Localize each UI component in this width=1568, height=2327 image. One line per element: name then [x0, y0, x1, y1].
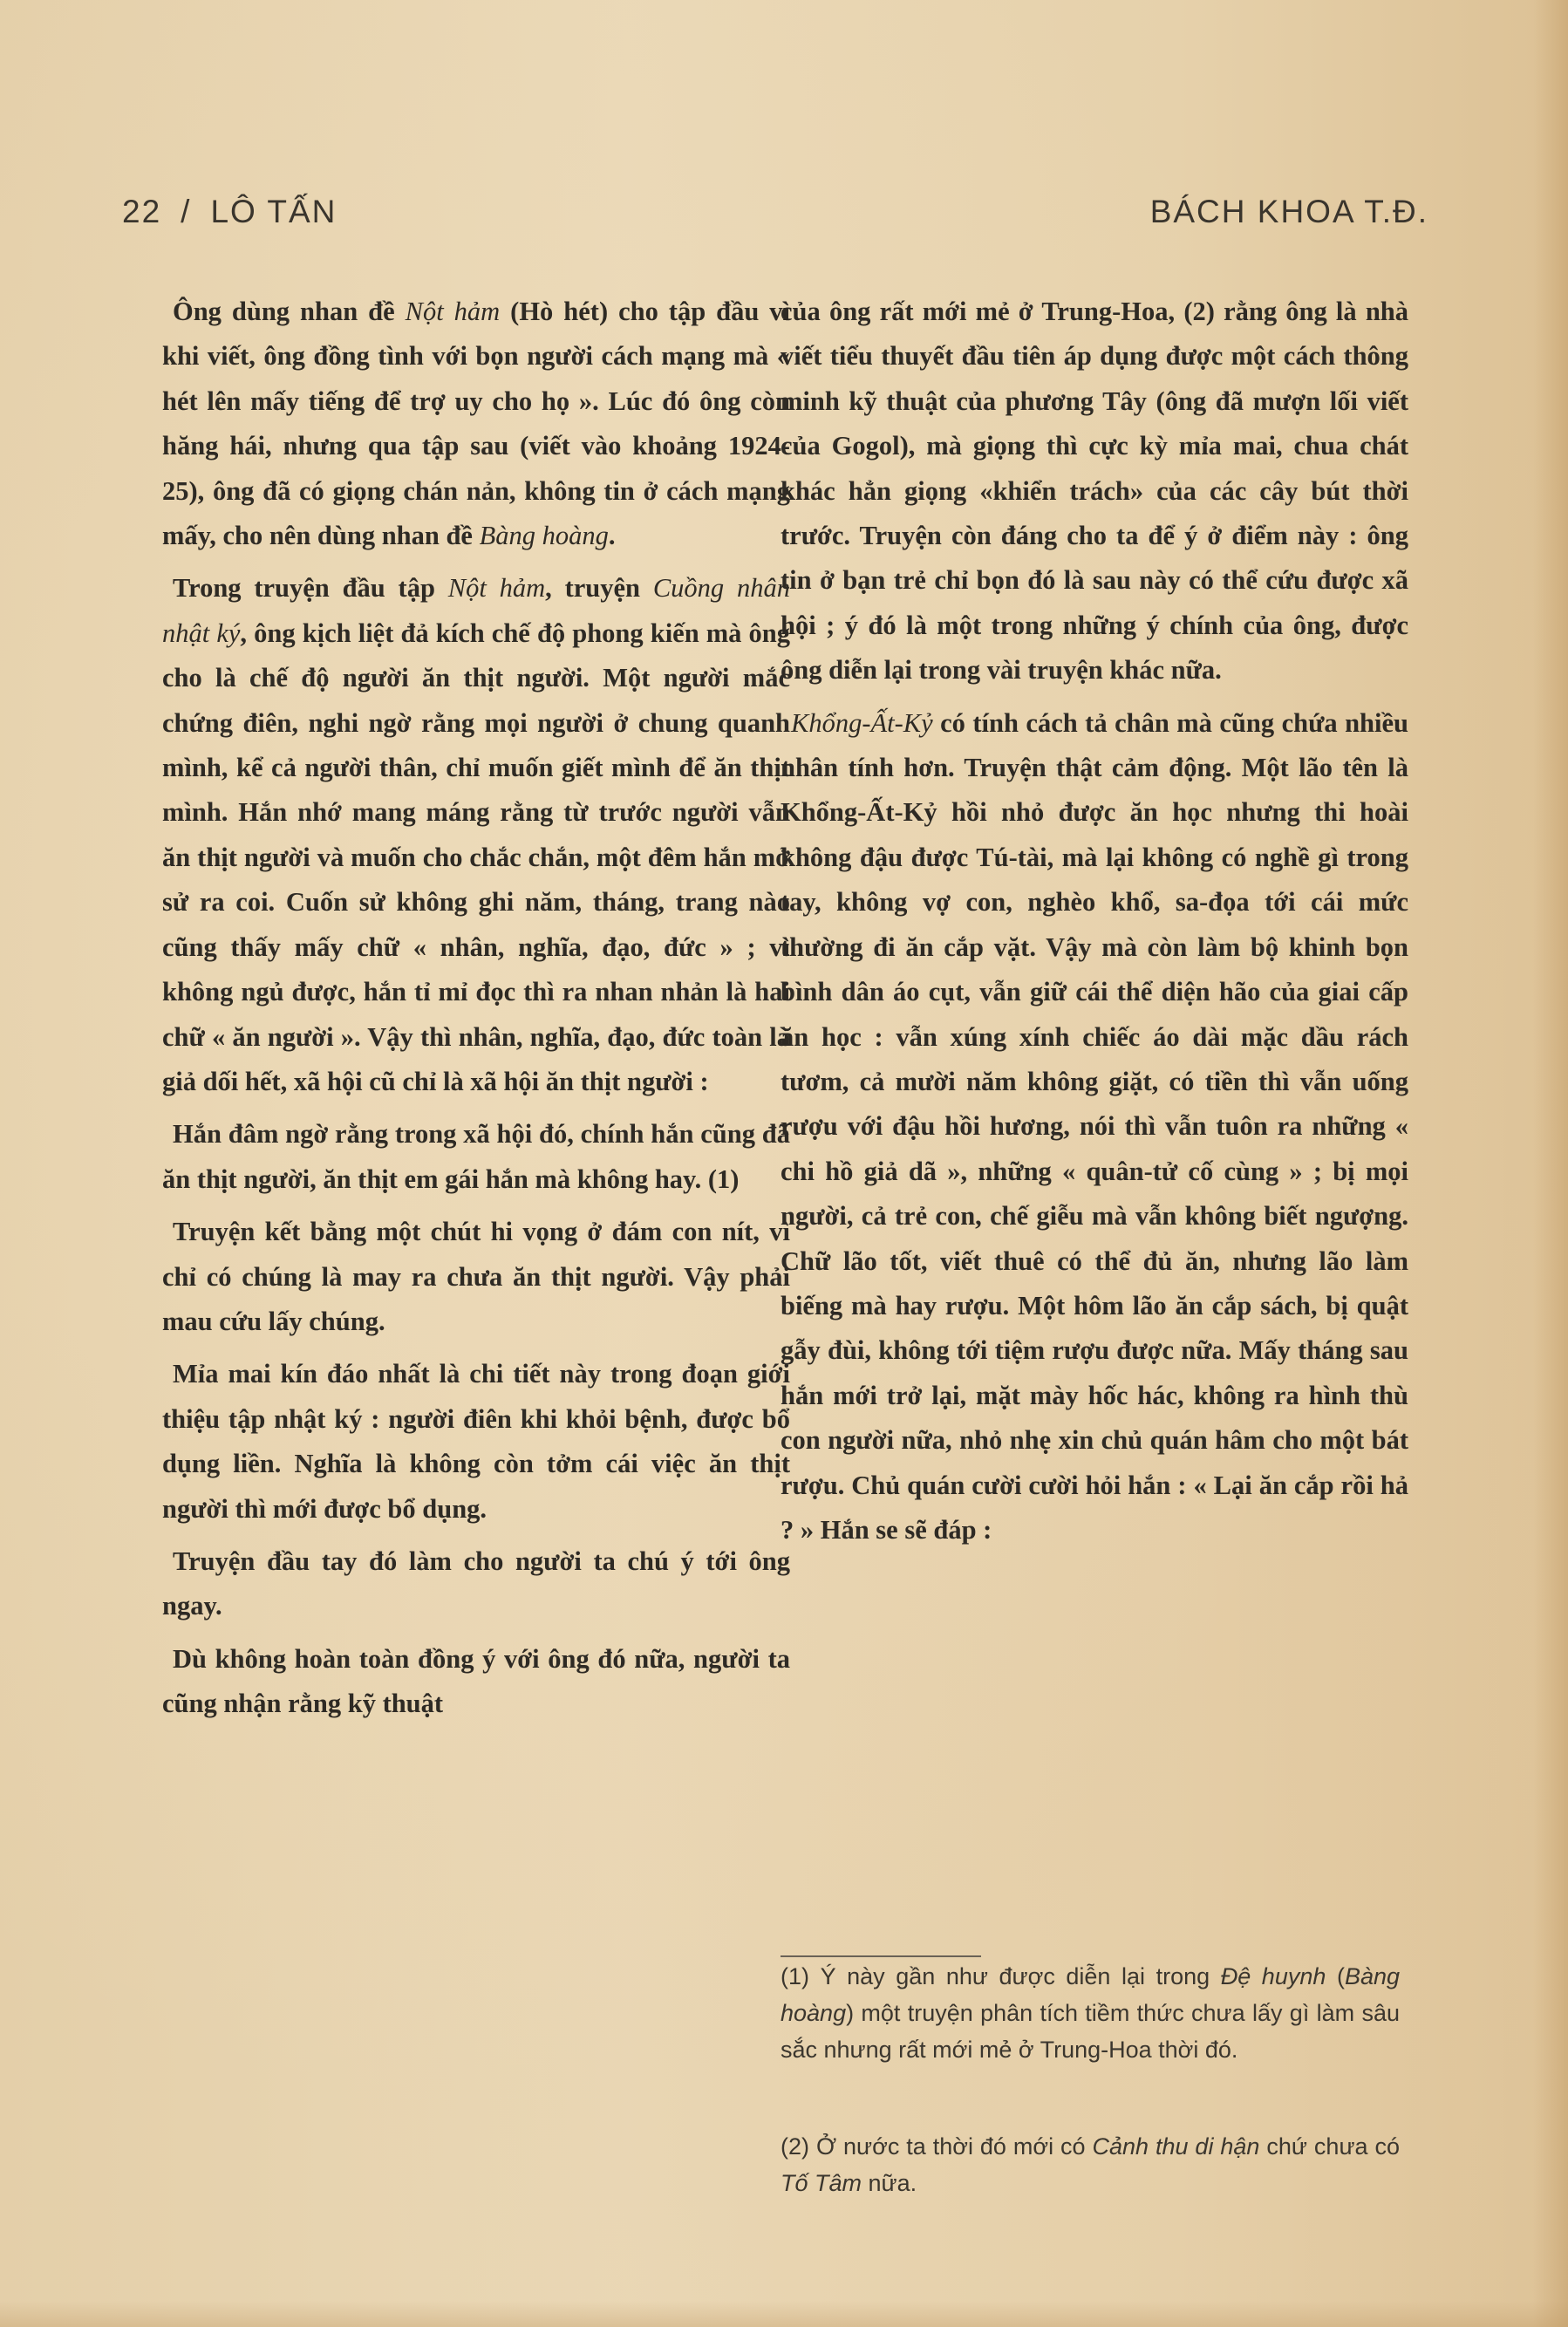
text-run: .: [608, 521, 616, 551]
header-author: LÔ TẤN: [210, 194, 337, 229]
paragraph: của ông rất mới mẻ ở Trung-Hoa, (2) rằng ông là nhà viết tiểu thuyết đầu tiên áp dụng được một cách thông minh kỹ thuật của phương Tây (ông đã mượn lối viết của Gogol), mà giọng thì cực kỳ mỉa mai, chua chát khác hẳn giọng «khiển trách» của các cây bút thời trước. Truyện còn đáng cho ta để ý ở điểm này : ông tin ở bạn trẻ chỉ bọn đó là sau này có thể cứu được xã hội ; ý đó là một trong những ý chính của ông, được ông diễn lại trong vài truyện khác nữa.: [781, 297, 1408, 686]
text-run: ) một truyện phân tích tiềm thức chưa lấy gì làm sâu sắc nhưng rất mới mẻ ở Trung-Hoa thời đó.: [781, 2000, 1400, 2063]
footnote-rule: [781, 1955, 981, 1957]
book-title: Tố Tâm: [781, 2170, 862, 2196]
paragraph: [162, 566, 790, 1104]
page-edge-shadow: [1533, 0, 1568, 2327]
paragraph: Mỉa mai kín đáo nhất là chi tiết này trong đoạn giới thiệu tập nhật ký : người điên khi khỏi bệnh, được bổ dụng liền. Nghĩa là không còn tởm cái việc ăn thịt người thì mới được bổ dụng.: [162, 1359, 790, 1524]
text-run: , ông kịch liệt đả kích chế độ phong kiến mà ông cho là chế độ người ăn thịt người. Một người mắc chứng điên, nghi ngờ rằng mọi người ở chung quanh mình, kể cả người thân, chỉ muốn giết mình để ăn thịt mình. Hắn nhớ mang máng rằng từ trước người vẫn ăn thịt người và muốn cho chắc chắn, một đêm hắn mở sử ra coi. Cuốn sử không ghi năm, tháng, trang nào cũng thấy mấy chữ « nhân, nghĩa, đạo, đức » ; vì không ngủ được, hắn tỉ mỉ đọc thì ra nhan nhản là hai chữ « ăn người ». Vậy thì nhân, nghĩa, đạo, đức toàn là giả dối hết, xã hội cũ chỉ là xã hội ăn thịt người :: [162, 618, 790, 1096]
paragraph: Hắn đâm ngờ rằng trong xã hội đó, chính hắn cũng đã ăn thịt người, ăn thịt em gái hắn mà không hay. (1): [162, 1119, 790, 1194]
book-title: Cảnh thu di hận: [1092, 2133, 1260, 2160]
paragraph: Dù không hoàn toàn đồng ý với ông đó nữa, người ta cũng nhận rằng kỹ thuật: [162, 1643, 790, 1719]
paragraph: Truyện kết bằng một chút hi vọng ở đám con nít, vì chỉ có chúng là may ra chưa ăn thịt người. Vậy phải mau cứu lấy chúng.: [162, 1217, 790, 1336]
left-column: [162, 290, 790, 1727]
book-title: Bàng hoàng: [781, 1963, 1400, 2026]
running-header-right: BÁCH KHOA T.Đ.: [1149, 194, 1428, 229]
text-run: nữa.: [862, 2170, 917, 2196]
text-run: chứ chưa có: [1259, 2133, 1400, 2160]
story-title: Cuồng nhân nhật ký: [162, 573, 791, 648]
text-run: (: [1326, 1963, 1345, 1989]
story-title: Đệ huynh: [1220, 1963, 1326, 1989]
text-run: Trong truyện đầu tập: [173, 573, 448, 604]
book-title: Nột hảm: [405, 297, 501, 326]
paragraph: [781, 701, 1408, 1553]
story-title: Khổng-Ất-Kỷ: [791, 707, 933, 738]
text-run: (1) Ý này gần như được diễn lại trong: [781, 1963, 1221, 1989]
running-header-left: [122, 194, 337, 230]
footnote-2: [781, 2128, 1400, 2201]
text-run: có tính cách tả chân mà cũng chứa nhiều nhân tính hơn. Truyện thật cảm động. Một lão tên là Khổng-Ất-Kỷ hồi nhỏ được ăn học nhưng thi hoài không đậu được Tú-tài, mà lại không có nghề gì trong tay, không vợ con, nghèo khổ, sa-đọa tới cái mức thường đi ăn cắp vặt. Vậy mà còn làm bộ khinh bọn bình dân áo cụt, vẫn giữ cái thể diện hão của giai cấp ăn học : vẫn xúng xính chiếc áo dài mặc dầu rách tươm, cả mười năm không giặt, có tiền thì vẫn uống rượu với đậu hồi hương, nói thì vẫn tuôn ra những « chi hồ giả dã », những « quân-tử cố cùng » ; bị mọi người, cả trẻ con, chế giễu mà vẫn không biết ngượng. Chữ lão tốt, viết thuê có thể đủ ăn, nhưng lão làm biếng mà hay rượu. Một hôm lão ăn cắp sách, bị quật gẫy đùi, không tới tiệm rượu được nữa. Mấy tháng sau hắn mới trở lại, mặt mày hốc hác, không ra hình thù con người nữa, nhỏ nhẹ xin chủ quán hâm cho một bát rượu. Chủ quán cười cười hỏi hắn : « Lại ăn cắp rồi hả ? » Hắn se sẽ đáp :: [781, 707, 1408, 1545]
page-bottom-shadow: [0, 2301, 1568, 2327]
paragraph: [162, 290, 790, 558]
text-run: Ông dùng nhan đề: [173, 297, 406, 326]
text-run: (2) Ở nước ta thời đó mới có: [781, 2133, 1093, 2160]
footnote-1: [781, 1958, 1400, 2068]
book-title: Bàng hoàng: [479, 521, 609, 551]
text-run: (Hò hét) cho tập đầu vì khi viết, ông đồng tình với bọn người cách mạng mà « hét lên mấy tiếng để trợ uy cho họ ». Lúc đó ông còn hăng hái, nhưng qua tập sau (viết vào khoảng 1924-25), ông đã có giọng chán nản, không tin ở cách mạng mấy, cho nên dùng nhan đề: [162, 297, 791, 551]
page-number: 22: [122, 194, 162, 229]
right-column: [781, 290, 1408, 1552]
book-title: Nột hảm: [447, 573, 546, 604]
paragraph: Truyện đầu tay đó làm cho người ta chú ý tới ông ngay.: [162, 1546, 790, 1621]
text-run: , truyện: [545, 573, 653, 604]
header-separator: /: [181, 194, 192, 229]
